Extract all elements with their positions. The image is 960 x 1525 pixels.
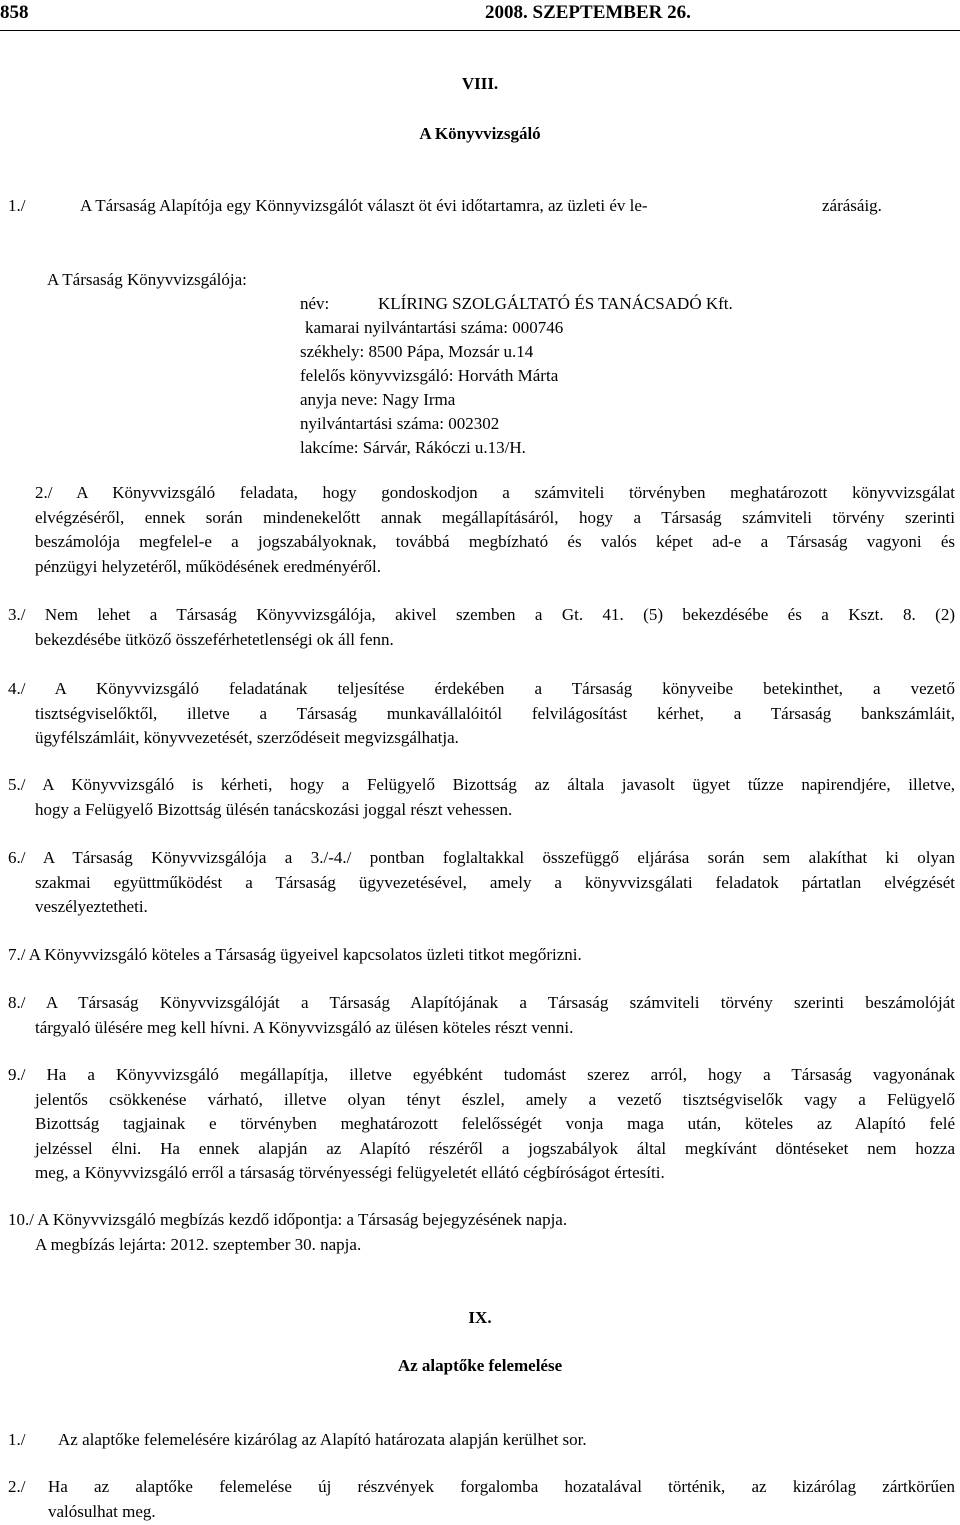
paragraph-line: hogy a Felügyelő Bizottság ülésén tanácskozási joggal részt vehessen. <box>35 799 513 819</box>
header-date: 2008. SZEPTEMBER 26. <box>485 2 691 23</box>
s8-item-2 <box>8 481 955 579</box>
paragraph-line: 8./ A Társaság Könyvvizsgálóját a Társaság Alapítójának a Társaság számviteli törvény szerinti beszámolóját <box>8 993 955 1012</box>
paragraph-line: Bizottság tagjainak e törvényben meghatározott felelősségét vonja maga után, köteles az Alapító felé <box>35 1114 955 1134</box>
paragraph-line: pénzügyi helyzetéről, működésének eredményéről. <box>35 556 382 576</box>
paragraph-line: 6./ A Társaság Könyvvizsgálója a 3./-4./ pontban foglaltakkal összefüggő eljárása során sem alakíthat ki olyan <box>8 848 955 867</box>
s8-item-1-tail: zárásáig. <box>822 196 882 215</box>
auditor-name-label: név: <box>300 294 330 313</box>
s8-item-3 <box>8 603 955 652</box>
paragraph-line: 3./ Nem lehet a Társaság Könyvvizsgálója, akivel szemben a Gt. 41. (5) bekezdésébe és a Kszt. 8. (2) <box>8 605 955 624</box>
paragraph-line: bekezdésébe ütköző összeférhetetlenségi ok áll fenn. <box>35 629 394 649</box>
auditor-detail: anyja neve: Nagy Irma <box>300 390 456 409</box>
auditor-detail: felelős könyvvizsgáló: Horváth Márta <box>300 366 559 385</box>
s8-item-1-number: 1./ <box>8 196 26 215</box>
s8-item-4 <box>8 677 955 751</box>
paragraph-line: meg, a Könyvvizsgáló erről a társaság törvényességi felügyeletét ellátó cégbíróságot értesíti. <box>35 1163 665 1183</box>
paragraph-line: Ha az alaptőke felemelése új részvények forgalomba hozatalával történik, az kizárólag zártkörűen <box>48 1477 955 1496</box>
paragraph-line: 2./ A Könyvvizsgáló feladata, hogy gondoskodjon a számviteli törvényben meghatározott könyvvizsgálat <box>35 483 955 502</box>
auditor-name: KLÍRING SZOLGÁLTATÓ ÉS TANÁCSADÓ Kft. <box>378 294 733 313</box>
section-8-title: A Könyvvizsgáló <box>419 124 541 143</box>
paragraph-line: 4./ A Könyvvizsgáló feladatának teljesítése érdekében a Társaság könyveibe betekinthet, a vezető <box>8 679 955 698</box>
paragraph-line: ügyfélszámláit, könyvvezetését, szerződéseit megvizsgálhatja. <box>35 728 459 748</box>
paragraph-line: 7./ A Könyvvizsgáló köteles a Társaság ügyeivel kapcsolatos üzleti titkot megőrizni. <box>8 945 582 964</box>
paragraph-line: 9./ Ha a Könyvvizsgáló megállapítja, illetve egyébként tudomást szerez arról, hogy a Társaság vagyonának <box>8 1065 955 1084</box>
auditor-detail: lakcíme: Sárvár, Rákóczi u.13/H. <box>300 438 526 457</box>
section-8-number: VIII. <box>461 74 499 93</box>
s8-item-1-text: A Társaság Alapítója egy Könnyvizsgálót választ öt évi időtartamra, az üzleti év le- <box>80 196 648 215</box>
section-9-title: Az alaptőke felemelése <box>397 1356 563 1375</box>
auditor-detail: székhely: 8500 Pápa, Mozsár u.14 <box>300 342 534 361</box>
auditor-detail: nyilvántartási száma: 002302 <box>300 414 500 433</box>
paragraph-line: veszélyeztetheti. <box>35 897 148 917</box>
paragraph-line: 5./ A Könyvvizsgáló is kérheti, hogy a Felügyelő Bizottság az általa javasolt ügyet tűzze napirendjére, illetve, <box>8 775 955 794</box>
paragraph-line: beszámolója megfelel-e a jogszabályoknak, továbbá megbízható és valós képet ad-e a Társaság vagyoni és <box>35 532 955 552</box>
s8-item-10 <box>8 1208 955 1257</box>
paragraph-line: jelentős csökkenése várható, illetve olyan tényt észlel, amely a vezető tisztségviselők vagy a Felügyelő <box>35 1089 955 1109</box>
auditor-detail: kamarai nyilvántartási száma: 000746 <box>305 318 564 337</box>
s8-item-9 <box>8 1063 955 1186</box>
auditor-heading: A Társaság Könyvvizsgálója: <box>47 270 247 289</box>
s8-item-5 <box>8 773 955 822</box>
s8-item-8 <box>8 991 955 1040</box>
s9-item-1-text: Az alaptőke felemelésére kizárólag az Alapító határozata alapján kerülhet sor. <box>58 1430 587 1449</box>
paragraph-line: jelzéssel élni. Ha ennek alapján az Alapító részéről a jogszabályok által megkívánt döntéseket nem hozza <box>35 1138 955 1158</box>
paragraph-line: valósulhat meg. <box>48 1501 156 1521</box>
s9-item-2 <box>48 1475 955 1524</box>
paragraph-line: tisztségviselőktől, illetve a Társaság munkavállalóitól felvilágosítást kérhet, a Társaság bankszámláit, <box>35 703 955 723</box>
paragraph-line: szakmai együttműködést a Társaság ügyvezetésével, amely a könyvvizsgálati feladatok pártatlan elvégzését <box>35 872 955 892</box>
paragraph-line: 10./ A Könyvvizsgáló megbízás kezdő időpontja: a Társaság bejegyzésének napja. <box>8 1210 568 1229</box>
paragraph-line: elvégzéséről, ennek során mindenekelőtt annak megállapításáról, hogy a Társaság számviteli törvény szerinti <box>35 507 955 527</box>
page-number: 858 <box>0 2 29 23</box>
paragraph-line: tárgyaló ülésére meg kell hívni. A Könyvvizsgáló az ülésen köteles részt venni. <box>35 1017 574 1037</box>
paragraph-line: A megbízás lejárta: 2012. szeptember 30. napja. <box>35 1234 362 1254</box>
s8-item-6 <box>8 846 955 920</box>
page-header <box>0 0 960 31</box>
s8-item-7 <box>8 943 955 968</box>
s9-item-1-number: 1./ <box>8 1430 26 1449</box>
s9-item-2-number: 2./ <box>8 1477 26 1496</box>
section-9-number: IX. <box>468 1308 492 1327</box>
